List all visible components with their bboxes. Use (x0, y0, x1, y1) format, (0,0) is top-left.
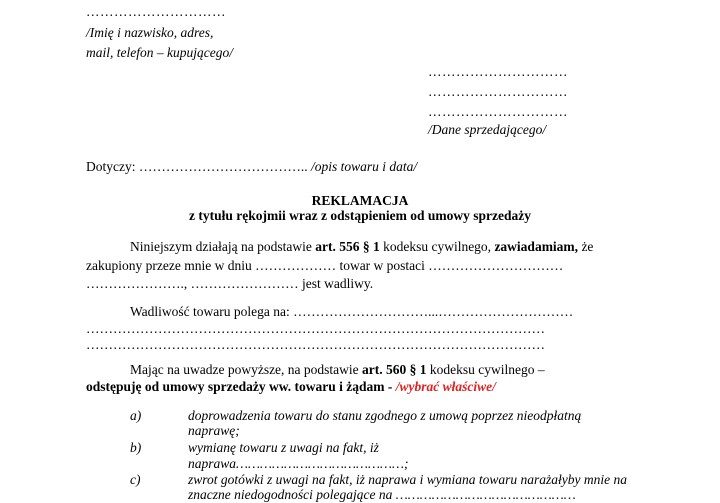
subject-prefix: Dotyczy: ……………………………….. (86, 159, 311, 174)
para3-bold: odstępuję od umowy sprzedaży ww. towaru i żądam - (86, 379, 396, 394)
para1-line2: zakupiony przeze mnie w dniu ……………… towar w postaci ………………………… (86, 258, 564, 273)
para2-line3: ………………………………………………………………………………………… (86, 337, 545, 352)
subject-line (86, 159, 417, 175)
option-a-marker: a) (130, 408, 142, 423)
para2-line2: ………………………………………………………………………………………… (86, 321, 545, 336)
option-c-line2: znaczne niedogodności polegające na ……………………………………… (188, 487, 576, 502)
para3-choose-note: /wybrać właściwe/ (395, 379, 496, 394)
para3-line1 (130, 362, 545, 378)
option-b-line2: naprawa……………………………………; (188, 456, 409, 471)
para1-text1: Niniejszym działają na podstawie (130, 239, 316, 254)
para1-line3: …………………., …………………… jest wadliwy. (86, 276, 374, 291)
seller-dots-2: ………………………… (428, 84, 568, 99)
buyer-label-line2: mail, telefon – kupującego/ (86, 45, 233, 60)
para1-text2: kodeksu cywilnego, (379, 239, 495, 254)
buyer-dots: ………………………… (86, 4, 226, 19)
option-c-line1: zwrot gotówki z uwagi na fakt, iż naprawa i wymiana towaru narażałyby mnie na (188, 472, 628, 487)
para1-text3: że (578, 239, 594, 254)
document-subtitle: z tytułu rękojmii wraz z odstąpieniem od umowy sprzedaży (189, 208, 531, 223)
option-b-marker: b) (130, 440, 142, 455)
para1-article: art. 556 § 1 (315, 239, 380, 254)
para1-line1 (130, 239, 593, 255)
para1-bold: zawiadamiam, (494, 239, 579, 254)
option-a-line2: naprawę; (188, 423, 240, 438)
subject-label: /opis towaru i data/ (311, 159, 418, 174)
para3-text2: kodeksu cywilnego – (426, 362, 545, 377)
seller-label: /Dane sprzedającego/ (428, 122, 547, 137)
option-c-marker: c) (130, 472, 141, 487)
seller-dots-1: ………………………… (428, 64, 568, 79)
seller-dots-3: ………………………… (428, 104, 568, 119)
buyer-label-line1: /Imię i nazwisko, adres, (86, 25, 214, 40)
option-a-line1: doprowadzenia towaru do stanu zgodnego z umową poprzez nieodpłatną (188, 408, 582, 423)
para2-line1: Wadliwość towaru polega na: …………………………...………………………… (130, 304, 574, 319)
option-b-line1: wymianę towaru z uwagi na fakt, iż (188, 440, 379, 455)
para3-line2 (86, 379, 496, 395)
document-title: REKLAMACJA (311, 193, 409, 208)
para3-article: art. 560 § 1 (362, 362, 427, 377)
para3-text1: Mając na uwadze powyższe, na podstawie (130, 362, 363, 377)
